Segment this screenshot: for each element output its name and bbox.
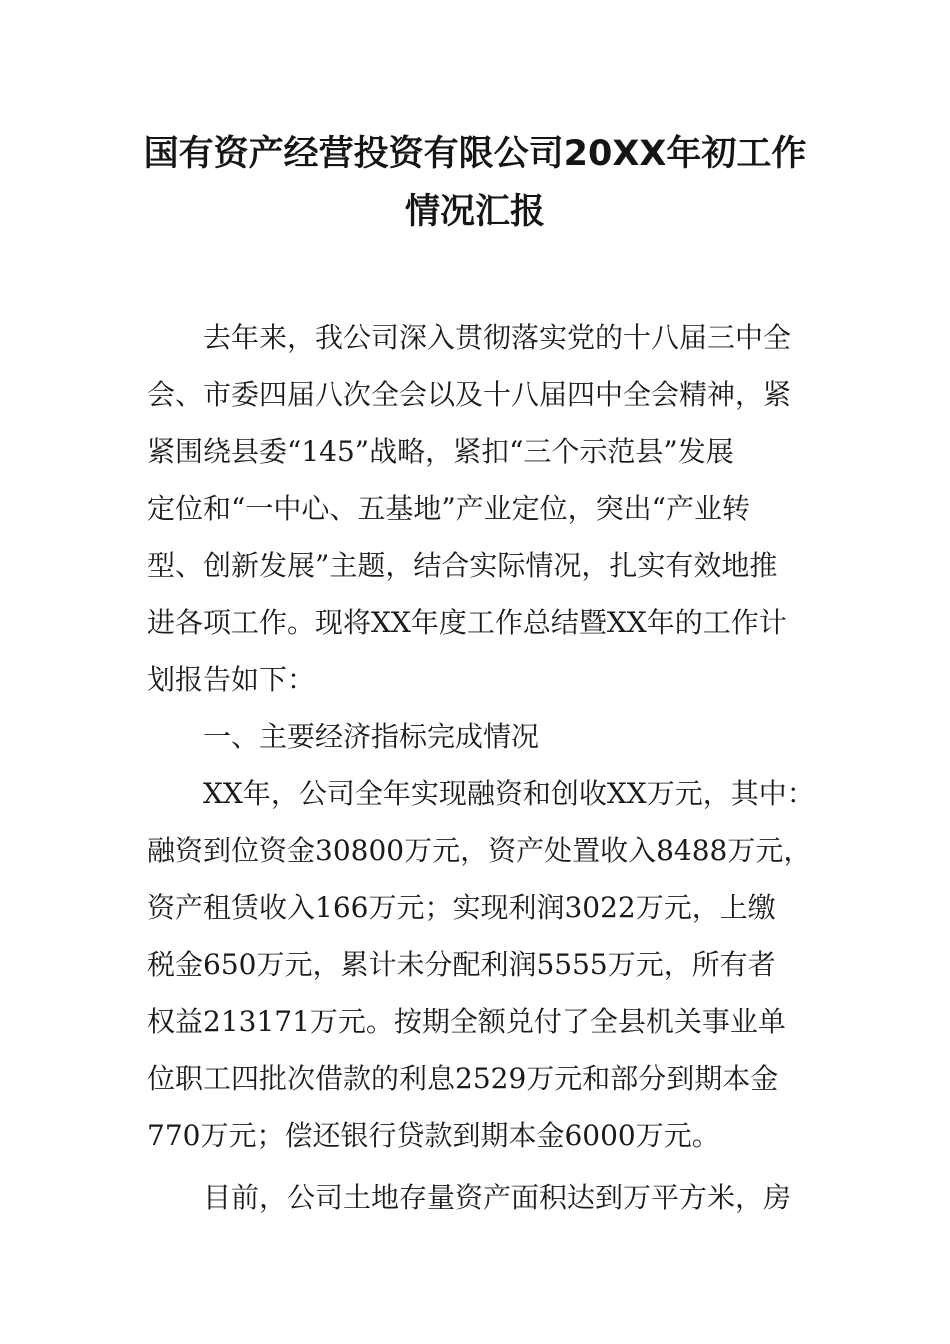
paragraph-3-line-1: 目前，公司土地存量资产面积达到万平方米，房 xyxy=(203,1181,792,1214)
paragraph-1-line-1: 去年来，我公司深入贯彻落实党的十八届三中全 xyxy=(203,321,792,354)
paragraph-1-line-6: 进各项工作。现将XX年度工作总结暨XX年的工作计 xyxy=(147,606,787,639)
paragraph-1-line-4: 定位和“一中心、五基地”产业定位，突出“产业转 xyxy=(147,492,750,525)
document-title-line-2: 情况汇报 xyxy=(404,192,545,232)
paragraph-1-line-3: 紧围绕县委“145”战略，紧扣“三个示范县”发展 xyxy=(147,435,734,468)
paragraph-2-line-4: 税金650万元，累计未分配利润5555万元，所有者 xyxy=(147,948,776,981)
paragraph-2-line-1: XX年，公司全年实现融资和创收XX万元，其中： xyxy=(203,777,815,810)
paragraph-1-line-7: 划报告如下： xyxy=(147,663,316,696)
paragraph-2-line-7: 770万元；偿还银行贷款到期本金6000万元。 xyxy=(147,1119,720,1152)
paragraph-2-line-3: 资产租赁收入166万元；实现利润3022万元，上缴 xyxy=(147,891,776,924)
paragraph-2-line-5: 权益213171万元。按期全额兑付了全县机关事业单 xyxy=(147,1005,786,1038)
paragraph-1-line-5: 型、创新发展”主题，结合实际情况，扎实有效地推 xyxy=(147,549,778,582)
paragraph-1-line-2: 会、市委四届八次全会以及十八届四中全会精神，紧 xyxy=(147,378,792,411)
paragraph-2-line-2: 融资到位资金30800万元，资产处置收入8488万元， xyxy=(147,834,812,867)
document-title-line-1: 国有资产经营投资有限公司20XX年初工作 xyxy=(143,134,807,174)
section-heading-1: 一、主要经济指标完成情况 xyxy=(203,720,540,753)
paragraph-2-line-6: 位职工四批次借款的利息2529万元和部分到期本金 xyxy=(147,1062,779,1095)
